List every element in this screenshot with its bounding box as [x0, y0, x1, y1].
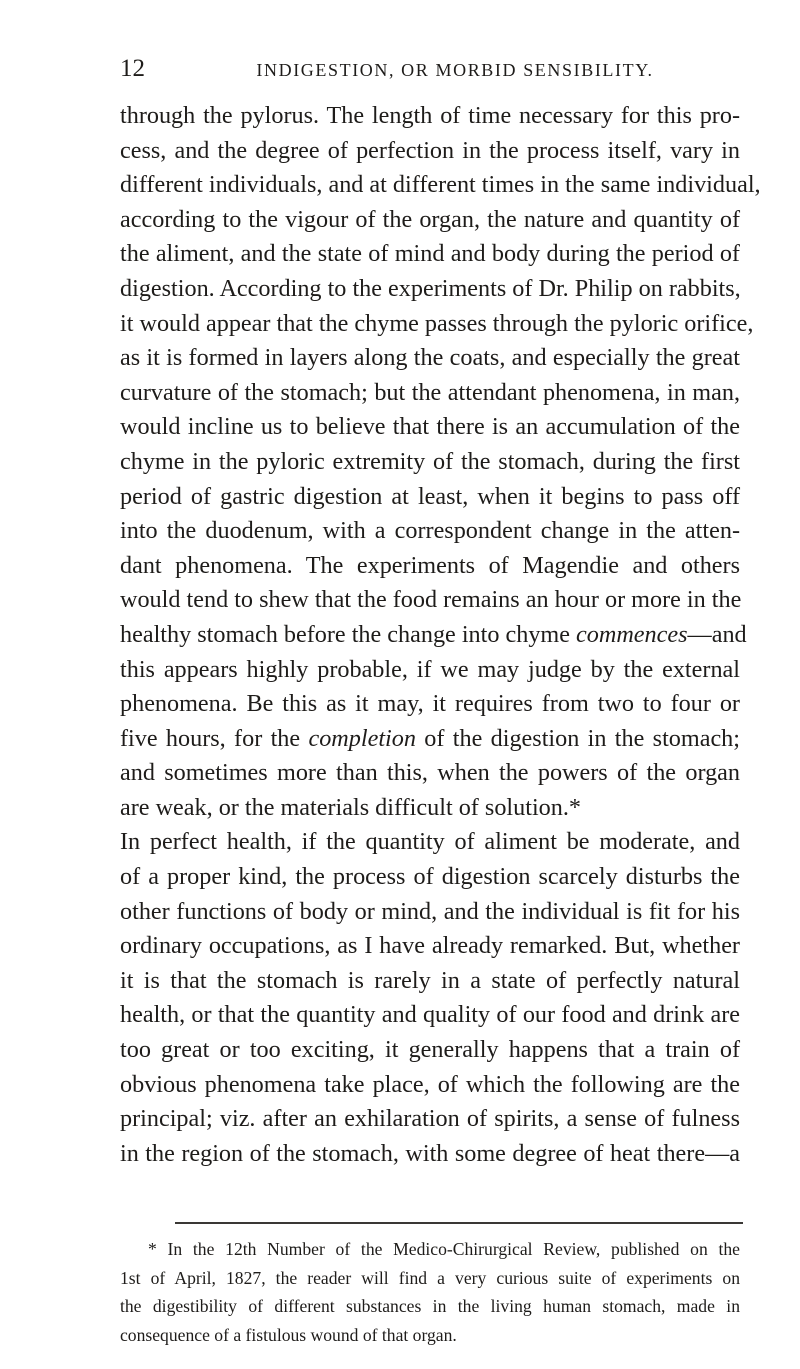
text-run: into the duodenum, with a correspondent change in the atten- [120, 517, 740, 545]
text-run: healthy stomach before the change into chyme [120, 620, 577, 648]
text-line [120, 583, 740, 618]
text-run: period of gastric digestion at least, when it begins to pass off [120, 482, 740, 510]
text-line [120, 964, 740, 999]
text-line [120, 1033, 740, 1068]
body-text [120, 99, 761, 1171]
text-run: are weak, or the materials difficult of solution.* [120, 793, 581, 821]
text-run: dant phenomena. The experiments of Magendie and others [120, 551, 740, 579]
text-line [120, 687, 740, 722]
text-run: chyme in the pyloric extremity of the stomach, during the first [120, 447, 740, 475]
text-run: In perfect health, if the quantity of aliment be moderate, and [120, 828, 740, 856]
text-line [120, 410, 740, 445]
text-run: other functions of body or mind, and the individual is fit for his [120, 897, 740, 925]
text-line [120, 549, 740, 584]
text-run: of the digestion in the stomach; [415, 724, 740, 752]
text-run: according to the vigour of the organ, the nature and quantity of [120, 205, 740, 233]
text-line [120, 929, 740, 964]
text-run: five hours, for the [120, 724, 309, 752]
text-line [120, 1137, 740, 1172]
text-run: obvious phenomena take place, of which the following are the [120, 1070, 740, 1098]
page-header [120, 52, 740, 86]
text-run: this appears highly probable, if we may judge by the external [120, 655, 740, 683]
text-run: in the region of the stomach, with some degree of heat there—a [120, 1139, 740, 1167]
text-line [120, 998, 740, 1033]
italic-text: commences [576, 620, 688, 648]
text-run: —and [687, 620, 747, 648]
text-line [120, 618, 747, 653]
text-run: too great or too exciting, it generally happens that a train of [120, 1036, 740, 1064]
text-line [120, 134, 740, 169]
text-run: as it is formed in layers along the coats, and especially the great [120, 344, 740, 372]
text-run: through the pylorus. The length of time necessary for this pro- [120, 102, 740, 129]
text-line [120, 514, 740, 549]
running-title: INDIGESTION, OR MORBID SENSIBILITY. [256, 60, 654, 80]
text-line [120, 445, 740, 480]
text-run: curvature of the stomach; but the attendant phenomena, in man, [120, 378, 740, 406]
text-line [120, 1102, 740, 1137]
text-run: health, or that the quantity and quality of our food and drink are [120, 1001, 740, 1029]
text-run: ordinary occupations, as I have already remarked. But, whether [120, 932, 740, 960]
footnote-line: * In the 12th Number of the Medico-Chirurgical Review, published on the [148, 1239, 740, 1259]
text-line [120, 653, 740, 688]
text-line [120, 791, 740, 826]
text-line [120, 237, 740, 272]
text-line [120, 376, 740, 411]
text-line [120, 341, 740, 376]
text-run: cess, and the degree of perfection in the process itself, vary in [120, 136, 740, 164]
text-run: would incline us to believe that there is an accumulation of the [120, 413, 740, 441]
text-line [120, 1068, 740, 1103]
text-line [120, 272, 740, 307]
text-run: it is that the stomach is rarely in a state of perfectly natural [120, 966, 740, 994]
footnote-rule [175, 1222, 743, 1224]
text-line [120, 480, 740, 515]
text-line [120, 895, 740, 930]
text-line [120, 756, 740, 791]
text-line [120, 99, 740, 134]
text-line [120, 860, 740, 895]
text-run: phenomena. Be this as it may, it requires from two to four or [120, 690, 740, 718]
text-run: principal; viz. after an exhilaration of spirits, a sense of fulness [120, 1105, 740, 1133]
italic-text: completion [308, 724, 416, 752]
footnote [120, 1235, 740, 1349]
text-run: and sometimes more than this, when the powers of the organ [120, 759, 740, 787]
footnote-line: 1st of April, 1827, the reader will find a very curious suite of experiments on [120, 1267, 740, 1288]
text-line [120, 203, 740, 238]
text-run: the aliment, and the state of mind and body during the period of [120, 240, 740, 268]
page-number: 12 [120, 55, 145, 82]
text-line [120, 307, 754, 342]
text-line [120, 168, 761, 203]
text-run: it would appear that the chyme passes through the pyloric orifice, [120, 309, 754, 337]
text-run: different individuals, and at different times in the same individual, [120, 171, 761, 199]
footnote-line: consequence of a fistulous wound of that organ. [120, 1324, 457, 1345]
text-run: of a proper kind, the process of digestion scarcely disturbs the [120, 863, 740, 891]
footnote-line: the digestibility of different substances in the living human stomach, made in [120, 1296, 740, 1317]
text-run: digestion. According to the experiments of Dr. Philip on rabbits, [120, 274, 741, 302]
text-run: would tend to shew that the food remains an hour or more in the [120, 586, 742, 614]
text-line [120, 825, 740, 860]
text-line [120, 722, 740, 757]
